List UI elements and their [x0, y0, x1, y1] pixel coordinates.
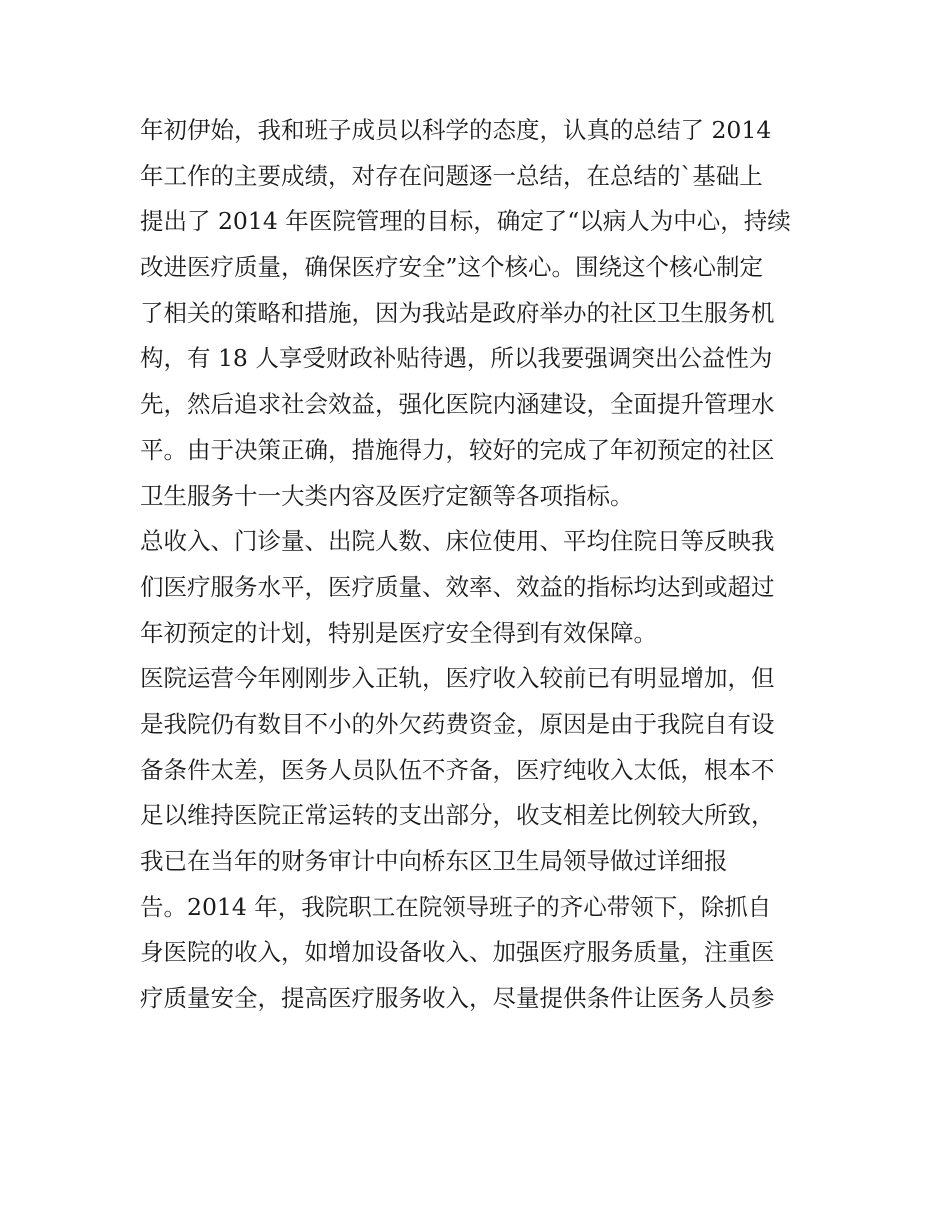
- text-line-9: 卫生服务十一大类内容及医疗定额等各项指标。: [140, 481, 634, 510]
- text-line-14: 是我院仍有数目不小的外欠药费资金，原因是由于我院自有设: [140, 709, 775, 738]
- text-line-7: 先，然后追求社会效益，强化医院内涵建设，全面提升管理水: [140, 390, 775, 419]
- text-line-13: 医院运营今年刚刚步入正轨，医疗收入较前已有明显增加，但: [140, 664, 775, 693]
- text-line-16: 足以维持医院正常运转的支出部分，收支相差比例较大所致，: [140, 801, 775, 830]
- text-line-11: 们医疗服务水平，医疗质量、效率、效益的指标均达到或超过: [140, 572, 775, 601]
- text-line-8: 平。由于决策正确，措施得力，较好的完成了年初预定的社区: [140, 435, 775, 464]
- text-line-5: 了相关的策略和措施，因为我站是政府举办的社区卫生服务机: [140, 298, 775, 327]
- text-line-2: 年工作的主要成绩，对存在问题逐一总结，在总结的`基础上: [140, 161, 763, 190]
- text-line-12: 年初预定的计划，特别是医疗安全得到有效保障。: [140, 618, 657, 647]
- text-line-18: 告。2014 年，我院职工在院领导班子的齐心带领下，除抓自: [140, 892, 772, 921]
- text-line-17: 我已在当年的财务审计中向桥东区卫生局领导做过详细报: [140, 847, 728, 875]
- text-line-20: 疗质量安全，提高医疗服务收入，尽量提供条件让医务人员参: [140, 984, 775, 1013]
- text-line-4: 改进医疗质量，确保医疗安全”这个核心。围绕这个核心制定: [140, 253, 764, 282]
- body-text: [140, 108, 820, 1022]
- text-line-10: 总收入、门诊量、出院人数、床位使用、平均住院日等反映我: [140, 527, 775, 556]
- text-line-19: 身医院的收入，如增加设备收入、加强医疗服务质量，注重医: [140, 938, 775, 967]
- text-line-1: 年初伊始，我和班子成员以科学的态度，认真的总结了 2014: [140, 116, 772, 144]
- text-line-6: 构，有 18 人享受财政补贴待遇，所以我要强调突出公益性为: [140, 344, 773, 373]
- text-line-3: 提出了 2014 年医院管理的目标，确定了“以病人为中心，持续: [140, 207, 791, 236]
- text-line-15: 备条件太差，医务人员队伍不齐备，医疗纯收入太低，根本不: [140, 755, 775, 784]
